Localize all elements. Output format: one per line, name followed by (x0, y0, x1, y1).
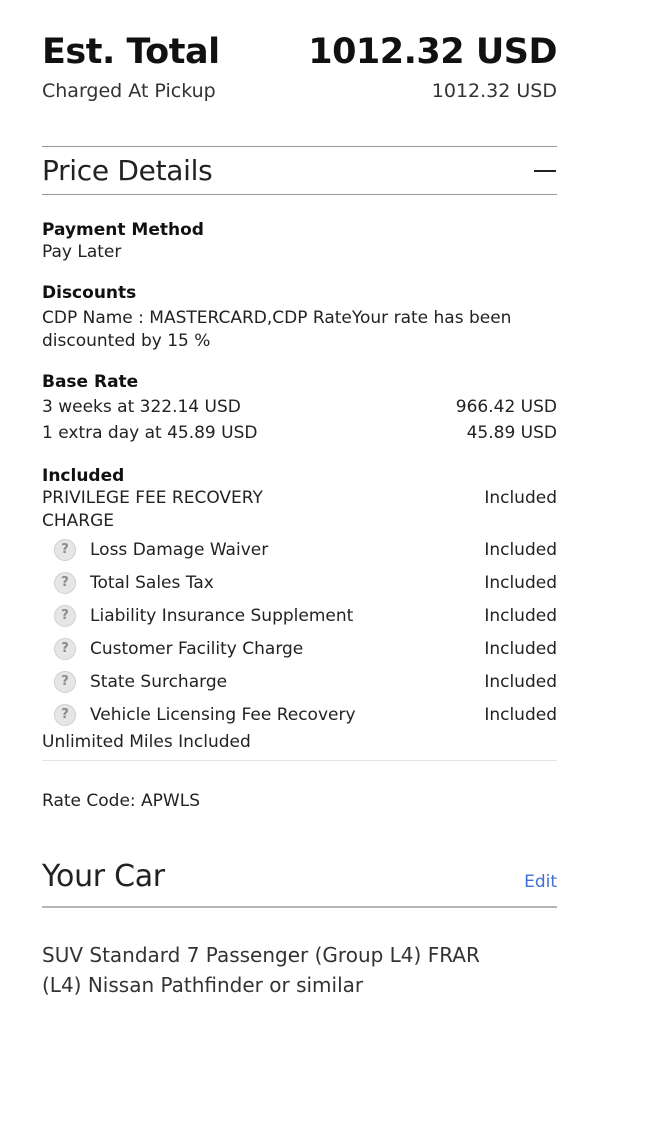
help-icon[interactable]: ? (54, 671, 76, 693)
included-item-label: Liability Insurance Supplement (90, 605, 354, 626)
included-item (42, 566, 557, 599)
payment-method-title: Payment Method (42, 220, 204, 240)
discounts-title: Discounts (42, 283, 137, 303)
included-item-label: State Surcharge (90, 671, 228, 692)
car-description: SUV Standard 7 Passenger (Group L4) FRAR (L4) Nissan Pathfinder or similar (42, 943, 480, 997)
charged-value: 1012.32 USD (431, 80, 557, 102)
help-icon[interactable]: ? (54, 704, 76, 726)
included-item (42, 632, 557, 665)
included-group (42, 465, 557, 761)
help-icon[interactable]: ? (54, 638, 76, 660)
included-title: Included (42, 466, 125, 486)
est-total-label: Est. Total (42, 32, 220, 72)
est-total-value: 1012.32 USD (308, 32, 557, 72)
privilege-fee-row (42, 487, 557, 533)
included-item-value: Included (484, 638, 557, 659)
privilege-fee-label: PRIVILEGE FEE RECOVERY CHARGE (42, 488, 263, 531)
included-item-value: Included (484, 704, 557, 725)
help-icon[interactable]: ? (54, 572, 76, 594)
booking-summary (42, 0, 557, 1000)
help-icon[interactable]: ? (54, 605, 76, 627)
unlimited-miles: Unlimited Miles Included (42, 731, 557, 761)
charged-at-pickup-row (42, 80, 557, 102)
your-car-header (42, 859, 557, 908)
rate-code: Rate Code: APWLS (42, 791, 200, 811)
est-total-row (42, 32, 557, 72)
included-item-value: Included (484, 539, 557, 560)
included-item (42, 533, 557, 566)
base-rate-line-value: 45.89 USD (466, 423, 557, 443)
included-item-value: Included (484, 572, 557, 593)
base-rate-line-label: 3 weeks at 322.14 USD (42, 397, 241, 417)
base-rate-line (42, 422, 557, 445)
your-car-title: Your Car (42, 859, 165, 894)
included-item (42, 665, 557, 698)
discounts-group (42, 282, 557, 353)
included-item-label: Total Sales Tax (90, 572, 214, 593)
included-item-label: Vehicle Licensing Fee Recovery (90, 704, 356, 725)
privilege-fee-value: Included (484, 488, 557, 508)
discount-text: CDP Name : MASTERCARD,CDP RateYour rate has been discounted by 15 % (42, 308, 512, 351)
base-rate-line-value: 966.42 USD (455, 397, 557, 417)
included-item (42, 599, 557, 632)
minus-icon[interactable] (533, 159, 557, 183)
base-rate-line-label: 1 extra day at 45.89 USD (42, 423, 258, 443)
base-rate-title: Base Rate (42, 372, 139, 392)
payment-method-value: Pay Later (42, 242, 122, 262)
price-details-title: Price Details (42, 154, 213, 187)
payment-method-group (42, 219, 557, 264)
included-item (42, 698, 557, 731)
charged-label: Charged At Pickup (42, 80, 216, 102)
base-rate-line (42, 396, 557, 419)
included-item-label: Customer Facility Charge (90, 638, 304, 659)
included-item-value: Included (484, 605, 557, 626)
included-item-value: Included (484, 671, 557, 692)
help-icon[interactable]: ? (54, 539, 76, 561)
base-rate-group (42, 371, 557, 445)
edit-car-link[interactable]: Edit (524, 872, 557, 892)
included-item-label: Loss Damage Waiver (90, 539, 269, 560)
price-details-header[interactable] (42, 146, 557, 195)
